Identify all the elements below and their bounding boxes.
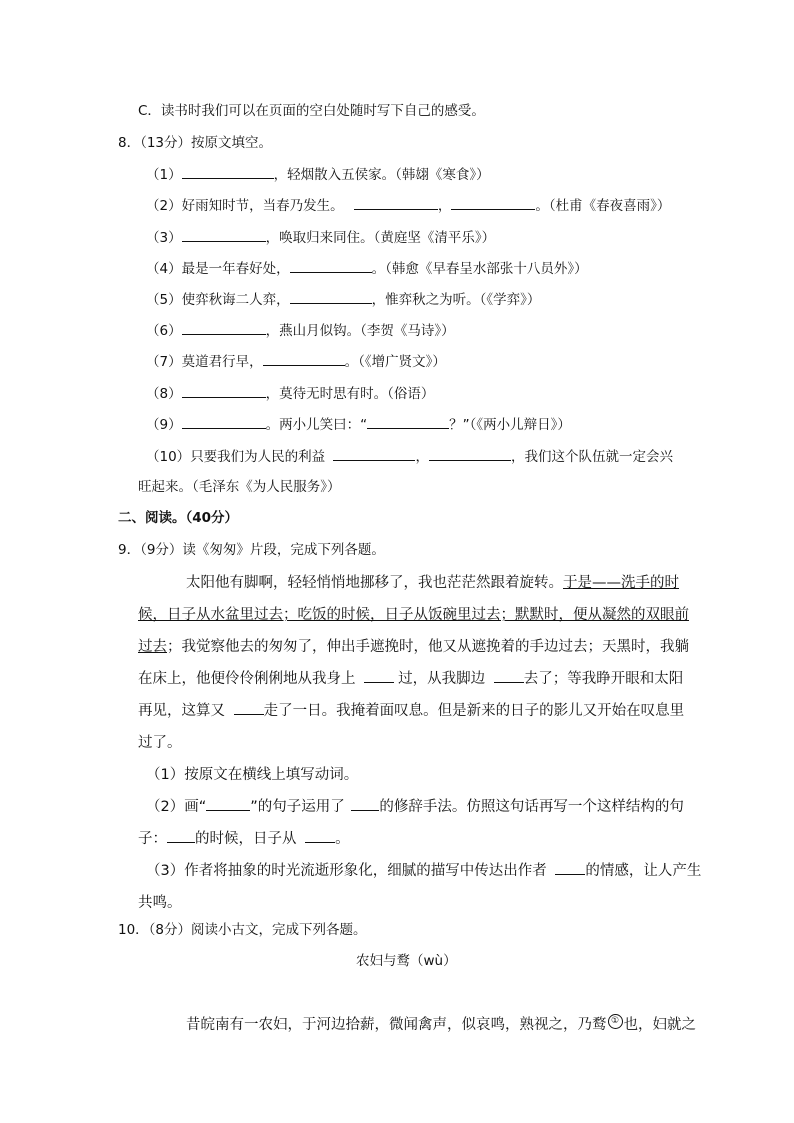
q8-item-7: （7）莫道君行早， 。（《增广贤文》）: [146, 351, 446, 372]
underlined-sentence: 过去: [138, 639, 167, 655]
q8-item-4: （4）最是一年春好处， 。（韩愈《早春呈水部张十八员外》）: [146, 258, 588, 279]
answer-blank[interactable]: [290, 289, 372, 304]
q10-header: 10．（8分）阅读小古文，完成下列各题。: [118, 922, 367, 938]
q9-sub-1: （1）按原文在横线上填写动词。: [146, 767, 359, 783]
q10-passage: 昔皖南有一农妇，于河边拾薪，微闻禽声，似哀鸣，熟视之，乃鹜 ① 也，妇就之: [186, 1016, 696, 1033]
answer-blank[interactable]: [351, 796, 379, 811]
section-2-heading: 二、阅读。（40分）: [118, 510, 239, 526]
q8-item-1: （1） ，轻烟散入五侯家。（韩翃《寒食》）: [146, 164, 490, 185]
q8-item-6: （6） ，燕山月似钩。（李贺《马诗》）: [146, 320, 455, 341]
answer-blank[interactable]: [167, 828, 195, 843]
q8-item-9: （9） 。两小儿笑曰：“ ？”（《两小儿辩日》）: [146, 414, 571, 435]
answer-blank[interactable]: [494, 668, 524, 683]
q8-item-8: （8） ，莫待无时思有时。（俗语）: [146, 383, 434, 404]
q9-sub-2-cont: 子： 的时候，日子从 。: [138, 828, 350, 850]
answer-blank[interactable]: [429, 446, 511, 461]
answer-blank[interactable]: [555, 860, 585, 875]
answer-blank[interactable]: [182, 164, 274, 179]
underlined-sentence: 候，日子从水盆里过去；吃饭的时候，日子从饭碗里过去；默默时，便从凝然的双眼前: [138, 607, 689, 623]
q8-item-10-cont: 旺起来。（毛泽东《为人民服务》）: [138, 479, 341, 495]
answer-blank[interactable]: [290, 258, 372, 273]
answer-blank[interactable]: [333, 446, 415, 461]
q9-sub-2: （2）画“ ”的句子运用了 的修辞手法。仿照这句话再写一个这样结构的句: [146, 796, 684, 818]
q8-header: 8．（13分）按原文填空。: [118, 135, 273, 151]
answer-blank[interactable]: [234, 700, 264, 715]
q8-item-3: （3） ，唤取归来同住。（黄庭坚《清平乐》）: [146, 227, 495, 248]
q8-item-10: （10）只要我们为人民的利益 ， ，我们这个队伍就一定会兴: [146, 446, 673, 467]
answer-blank[interactable]: [305, 828, 335, 843]
q9-sub-3: （3）作者将抽象的时光流逝形象化，细腻的描写中传达出作者 的情感，让人产生: [146, 860, 701, 882]
answer-blank[interactable]: [182, 414, 266, 429]
answer-blank[interactable]: [182, 227, 266, 242]
answer-blank[interactable]: [263, 351, 345, 366]
answer-blank[interactable]: [182, 383, 266, 398]
q10-title: 农妇与鹜（wù）: [356, 953, 457, 969]
q7-option-c: C．读书时我们可以在页面的空白处随时写下自己的感受。: [138, 103, 485, 119]
underlined-sentence: 于是——洗手的时: [563, 575, 679, 591]
footnote-marker: ①: [608, 1014, 623, 1029]
q9-sub-3-cont: 共鸣。: [138, 895, 182, 911]
answer-blank[interactable]: [451, 195, 535, 210]
q8-item-5: （5）使弈秋诲二人弈， ，惟弈秋之为听。（《学弈》）: [146, 289, 540, 310]
answer-blank[interactable]: [364, 668, 394, 683]
answer-blank[interactable]: [367, 414, 449, 429]
q8-item-2: （2）好雨知时节，当春乃发生。 ， 。（杜甫《春夜喜雨》）: [146, 195, 670, 216]
q9-header: 9．（9分）读《匆匆》片段，完成下列各题。: [118, 542, 385, 558]
answer-blank[interactable]: [354, 195, 438, 210]
answer-blank[interactable]: [182, 320, 266, 335]
answer-blank[interactable]: [206, 796, 250, 811]
